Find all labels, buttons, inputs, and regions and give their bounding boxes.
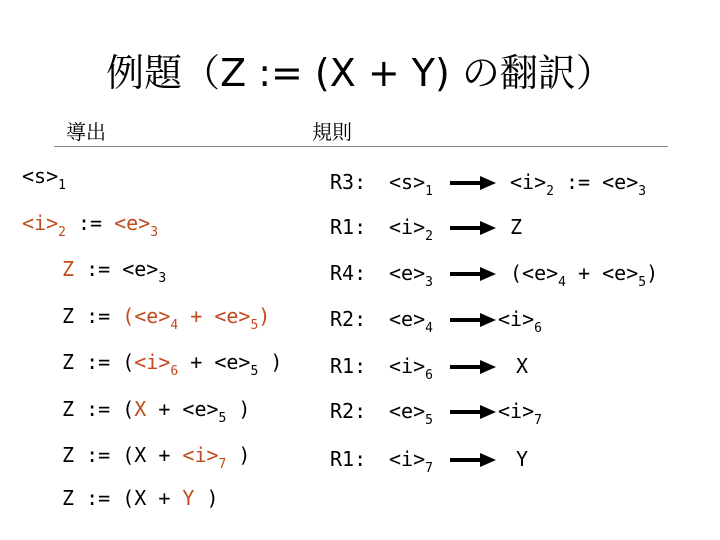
derivation-step — [62, 443, 251, 472]
subscript: 1 — [425, 184, 433, 199]
text-fragment: <i> — [389, 354, 426, 378]
derivation-step — [22, 211, 159, 240]
text-fragment: <e> — [122, 257, 159, 281]
rule-rhs — [516, 449, 528, 469]
right-arrow-icon — [450, 360, 496, 374]
slide-title: 例題（Z := (X + Y) の翻訳） — [106, 51, 614, 95]
derivation-step — [62, 257, 167, 286]
text-fragment: ) — [226, 443, 251, 467]
rule-rhs — [510, 261, 659, 290]
subscript: 6 — [425, 368, 433, 383]
text-fragment: Z — [510, 215, 523, 239]
text-fragment: <e> — [389, 307, 426, 331]
text-fragment: ) — [226, 397, 251, 421]
right-arrow-icon — [450, 405, 496, 419]
text-fragment: <s> — [389, 170, 426, 194]
text-fragment: <i> — [389, 215, 426, 239]
subscript: 5 — [638, 275, 647, 290]
rule-lhs — [389, 215, 433, 244]
text-fragment: Y — [182, 486, 195, 510]
rule-name: R2: — [330, 307, 367, 331]
rule-rhs — [498, 307, 542, 336]
text-fragment: := — [74, 257, 123, 281]
text-fragment: Z — [62, 257, 75, 281]
subscript: 2 — [425, 229, 433, 244]
rule-lhs — [389, 399, 433, 428]
subscript: 6 — [534, 321, 542, 336]
subscript: 2 — [58, 225, 66, 240]
subscript: 2 — [546, 184, 554, 199]
derivation-step — [62, 397, 251, 426]
derivation-header: 導出 — [66, 120, 106, 144]
right-arrow-icon — [450, 221, 496, 235]
subscript: 5 — [250, 318, 259, 333]
text-fragment: <e> — [114, 211, 151, 235]
subscript: 3 — [638, 184, 647, 199]
subscript: 3 — [150, 225, 159, 240]
text-fragment: <s> — [22, 164, 59, 188]
text-fragment: ) — [194, 486, 219, 510]
text-fragment: <i> — [22, 211, 59, 235]
derivation-step — [62, 304, 271, 333]
subscript: 1 — [58, 178, 66, 193]
rule-rhs — [510, 217, 522, 237]
header-divider — [54, 146, 668, 147]
text-fragment: <i> — [134, 350, 171, 374]
right-arrow-icon — [450, 267, 496, 281]
subscript: 3 — [158, 271, 167, 286]
text-fragment: Z := ( — [62, 350, 135, 374]
rule-rhs — [498, 399, 542, 428]
rule-rhs — [516, 356, 528, 376]
text-fragment: <e> — [389, 261, 426, 285]
subscript: 7 — [425, 461, 433, 476]
subscript: 7 — [534, 413, 542, 428]
text-fragment: Y — [516, 447, 529, 471]
rule-lhs — [389, 261, 433, 290]
text-fragment: X — [516, 354, 529, 378]
text-fragment: <i> — [498, 307, 535, 331]
text-fragment: + <e> — [178, 304, 251, 328]
subscript: 4 — [425, 321, 433, 336]
rule-rhs — [510, 170, 647, 199]
text-fragment: := <e> — [553, 170, 639, 194]
subscript: 4 — [558, 275, 566, 290]
subscript: 6 — [170, 364, 179, 379]
text-fragment: <i> — [498, 399, 535, 423]
text-fragment: Z := ( — [62, 397, 135, 421]
rule-lhs — [389, 170, 433, 199]
right-arrow-icon — [450, 176, 496, 190]
rules-header: 規則 — [312, 120, 352, 144]
rule-name: R4: — [330, 261, 367, 285]
rule-name: R2: — [330, 399, 367, 423]
text-fragment: Z := (X + — [62, 486, 183, 510]
subscript: 5 — [425, 413, 433, 428]
text-fragment: <i> — [389, 447, 426, 471]
rule-lhs — [389, 307, 433, 336]
rule-lhs — [389, 447, 433, 476]
text-fragment: <i> — [182, 443, 219, 467]
text-fragment: + <e> — [178, 350, 251, 374]
text-fragment: <i> — [510, 170, 547, 194]
subscript: 4 — [170, 318, 179, 333]
text-fragment: Z := (X + — [62, 443, 183, 467]
text-fragment: Z := — [62, 304, 123, 328]
text-fragment: <e> — [389, 399, 426, 423]
derivation-step — [62, 350, 283, 379]
rule-lhs — [389, 354, 433, 383]
text-fragment: (<e> — [122, 304, 171, 328]
text-fragment: ) — [258, 304, 271, 328]
text-fragment: + <e> — [566, 261, 639, 285]
text-fragment: ) — [646, 261, 659, 285]
rule-name: R1: — [330, 354, 367, 378]
right-arrow-icon — [450, 453, 496, 467]
derivation-step — [62, 488, 219, 508]
derivation-step — [22, 164, 66, 193]
text-fragment: (<e> — [510, 261, 559, 285]
text-fragment: := — [65, 211, 115, 235]
text-fragment: ) — [258, 350, 283, 374]
right-arrow-icon — [450, 313, 496, 327]
subscript: 7 — [218, 457, 227, 472]
rule-name: R1: — [330, 447, 367, 471]
rule-name: R3: — [330, 170, 367, 194]
text-fragment: X — [134, 397, 147, 421]
subscript: 5 — [218, 411, 227, 426]
subscript: 5 — [250, 364, 259, 379]
rule-name: R1: — [330, 215, 367, 239]
subscript: 3 — [425, 275, 433, 290]
text-fragment: + <e> — [146, 397, 219, 421]
